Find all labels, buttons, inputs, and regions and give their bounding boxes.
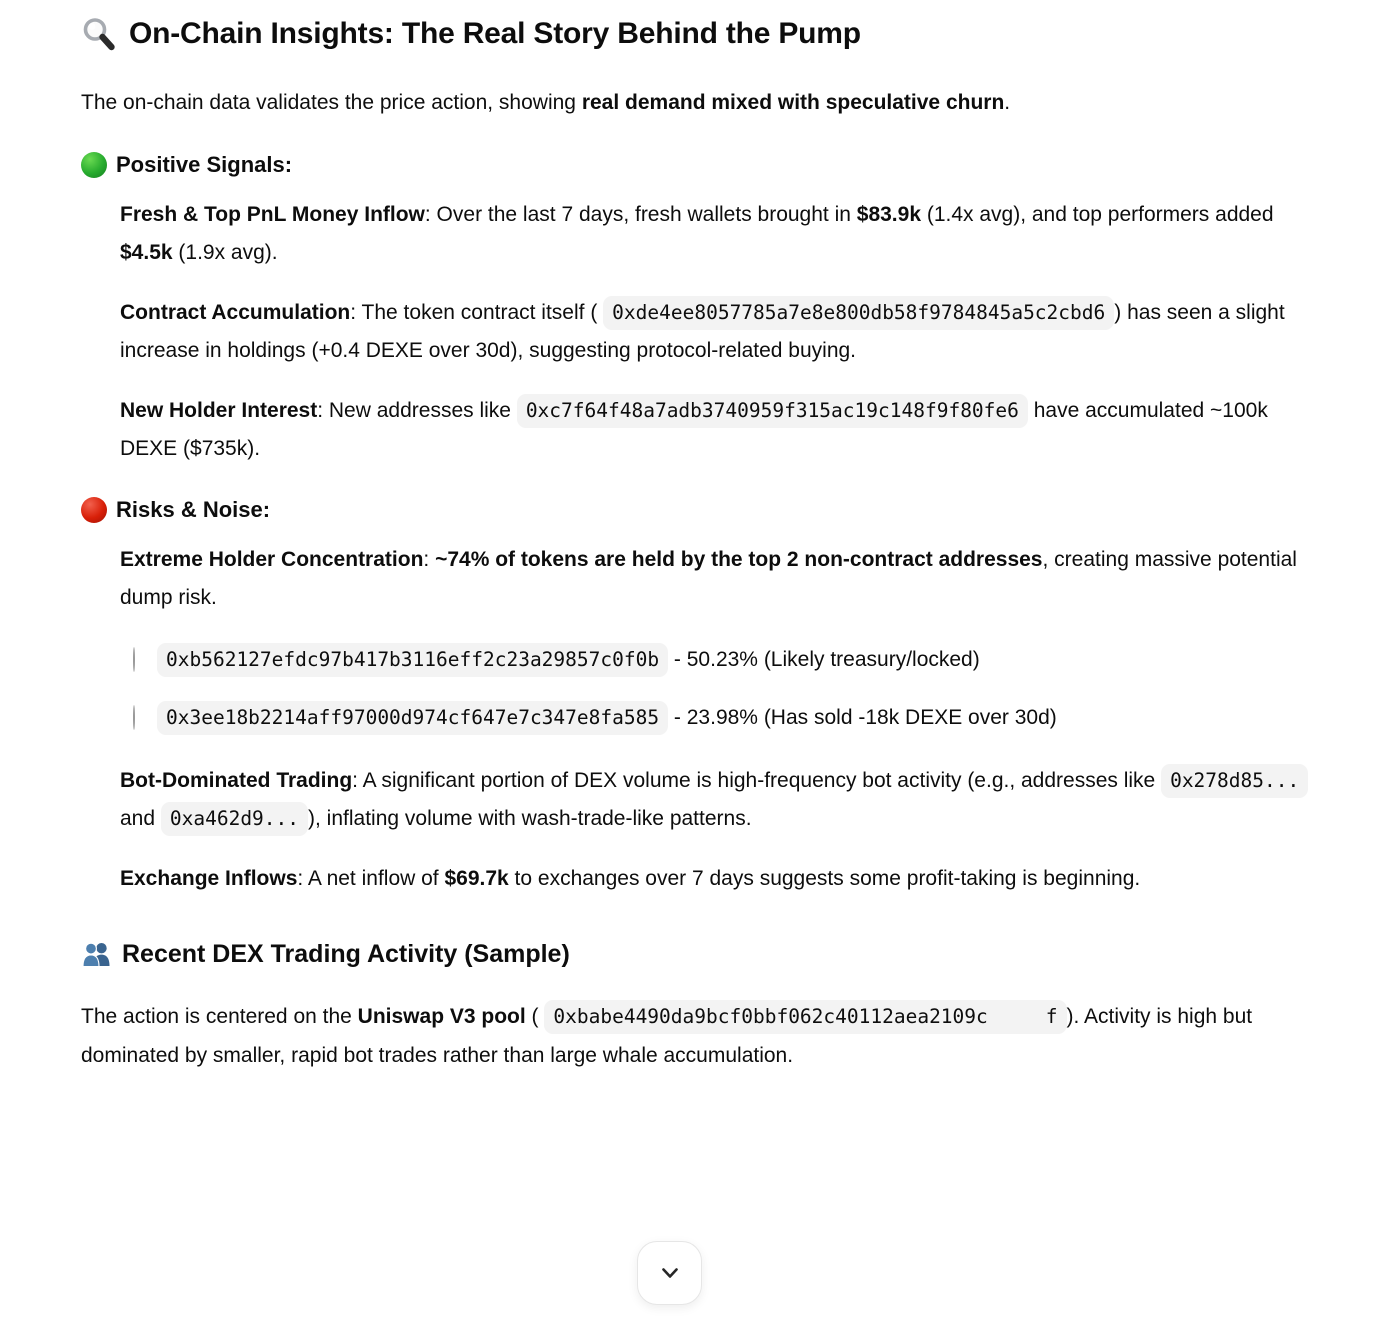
- contract-address-code: 0xde4ee8057785a7e8e800db58f9784845a5c2cbd6: [603, 296, 1114, 330]
- sub-list-item: [120, 699, 1328, 738]
- bot-address-code: 0x278d85...: [1161, 764, 1308, 798]
- bullet-marker: [81, 860, 120, 899]
- item-text: , creating massive potential dump risk.: [120, 547, 1297, 609]
- outro-text: ). Activity is high but dominated by smaller, rapid bot trades rather than large whale accumulation.: [81, 1005, 1253, 1067]
- item-text: (1.9x avg).: [172, 241, 278, 264]
- item-text: to exchanges over 7 days suggests some profit-taking is beginning.: [508, 866, 1141, 890]
- item-text: : A significant portion of DEX volume is high-frequency bot activity (e.g., addresses like: [352, 768, 1162, 792]
- list-item: [81, 196, 1328, 273]
- item-text: - 50.23% (Likely treasury/locked): [668, 647, 980, 671]
- risks-noise-heading-text: Risks & Noise:: [116, 496, 271, 522]
- positive-signals-list: [81, 196, 1328, 469]
- list-item-text: [120, 762, 1328, 839]
- page-title-text: On-Chain Insights: The Real Story Behind the Pump: [129, 17, 861, 50]
- list-item: [81, 860, 1328, 899]
- pool-address-suffix: f: [1045, 1005, 1058, 1028]
- list-item: [81, 541, 1328, 741]
- sub-list-item-text: [157, 641, 1328, 680]
- item-bold: Exchange Inflows: [120, 866, 298, 890]
- bullet-ring-icon: [133, 705, 135, 730]
- whale-address-code: 0x3ee18b2214aff97000d974cf647e7c347e8fa585: [157, 701, 668, 735]
- list-item-text: [120, 196, 1328, 273]
- list-item-text: [120, 541, 1328, 741]
- item-bold: New Holder Interest: [120, 398, 318, 422]
- bullet-marker: [81, 762, 120, 839]
- outro-text: The action is centered on the: [81, 1005, 358, 1028]
- outro-bold: Uniswap V3 pool: [357, 1005, 526, 1028]
- item-text: :: [423, 547, 436, 571]
- item-bold: $4.5k: [120, 241, 173, 264]
- holder-concentration-sublist: [120, 641, 1328, 738]
- sub-bullet-marker: [120, 641, 157, 680]
- sub-list-item: [120, 641, 1328, 680]
- sub-list-item-text: [157, 699, 1328, 738]
- list-item-text: [120, 392, 1328, 469]
- busts-in-silhouette-icon: [81, 941, 112, 968]
- bullet-marker: [81, 392, 120, 469]
- item-text: have accumulated ~100k DEXE ($735k).: [120, 398, 1268, 460]
- item-text: - 23.98% (Has sold -18k DEXE over 30d): [668, 706, 1057, 729]
- risks-noise-heading: [81, 495, 1328, 525]
- positive-signals-heading-text: Positive Signals:: [116, 151, 293, 177]
- red-circle-icon: [81, 497, 107, 523]
- bot-address-code: 0xa462d9...: [161, 802, 308, 836]
- list-item-text: [120, 294, 1328, 371]
- green-circle-icon: [81, 152, 107, 178]
- item-text: : New addresses like: [317, 398, 517, 422]
- dex-activity-heading: [81, 936, 1328, 972]
- item-bold: Contract Accumulation: [120, 300, 351, 324]
- bullet-marker: [81, 196, 120, 273]
- item-bold: Fresh & Top PnL Money Inflow: [120, 202, 425, 226]
- item-text: and: [120, 807, 161, 830]
- list-item: [81, 762, 1328, 839]
- list-item: [81, 294, 1328, 371]
- item-bold: $83.9k: [856, 202, 921, 226]
- risks-list: [81, 541, 1328, 899]
- treasury-address-code: 0xb562127efdc97b417b3116eff2c23a29857c0f0b: [157, 643, 668, 677]
- item-text: ), inflating volume with wash-trade-like patterns.: [308, 807, 752, 830]
- intro-text: The on-chain data validates the price action, showing: [81, 91, 582, 114]
- item-bold: Bot-Dominated Trading: [120, 768, 353, 792]
- intro-bold: real demand mixed with speculative churn: [581, 91, 1005, 114]
- item-text: : A net inflow of: [297, 866, 445, 890]
- bullet-marker: [81, 294, 120, 371]
- bullet-ring-icon: [133, 647, 135, 672]
- bullet-marker: [81, 541, 120, 741]
- positive-signals-heading: [81, 150, 1328, 180]
- item-text: (1.4x avg), and top performers added: [921, 202, 1274, 226]
- scroll-to-bottom-button[interactable]: [637, 1241, 702, 1305]
- magnifying-glass-icon: [81, 16, 117, 52]
- outro-paragraph: [81, 998, 1328, 1075]
- list-item: [81, 392, 1328, 469]
- paren: (: [531, 1005, 539, 1028]
- page-title: [81, 12, 1328, 56]
- chevron-down-icon: [657, 1260, 683, 1286]
- intro-text-end: .: [1004, 91, 1011, 114]
- list-item-text: [120, 860, 1328, 899]
- item-text: : The token contract itself: [350, 300, 591, 324]
- item-text: : Over the last 7 days, fresh wallets brought in: [424, 202, 857, 226]
- holder-address-code: 0xc7f64f48a7adb3740959f315ac19c148f9f80fe6: [517, 394, 1028, 428]
- pool-address-prefix: 0xbabe4490da9bcf0bbf062c40112aea2109c: [553, 1005, 988, 1028]
- intro-paragraph: [81, 84, 1328, 123]
- dex-activity-heading-text: Recent DEX Trading Activity (Sample): [122, 940, 570, 968]
- item-text: ) has seen a slight increase in holdings (+0.4 DEXE over 30d), suggesting protocol-related buying.: [120, 300, 1285, 362]
- sub-bullet-marker: [120, 699, 157, 738]
- item-bold: Extreme Holder Concentration: [120, 547, 424, 571]
- item-bold: $69.7k: [444, 866, 509, 890]
- item-bold: ~74% of tokens are held by the top 2 non-contract addresses: [435, 547, 1043, 571]
- paren: (: [590, 300, 598, 324]
- address-with-paren: [532, 1000, 1067, 1034]
- pool-address-code: [544, 1000, 1066, 1034]
- address-with-paren: [590, 296, 1114, 330]
